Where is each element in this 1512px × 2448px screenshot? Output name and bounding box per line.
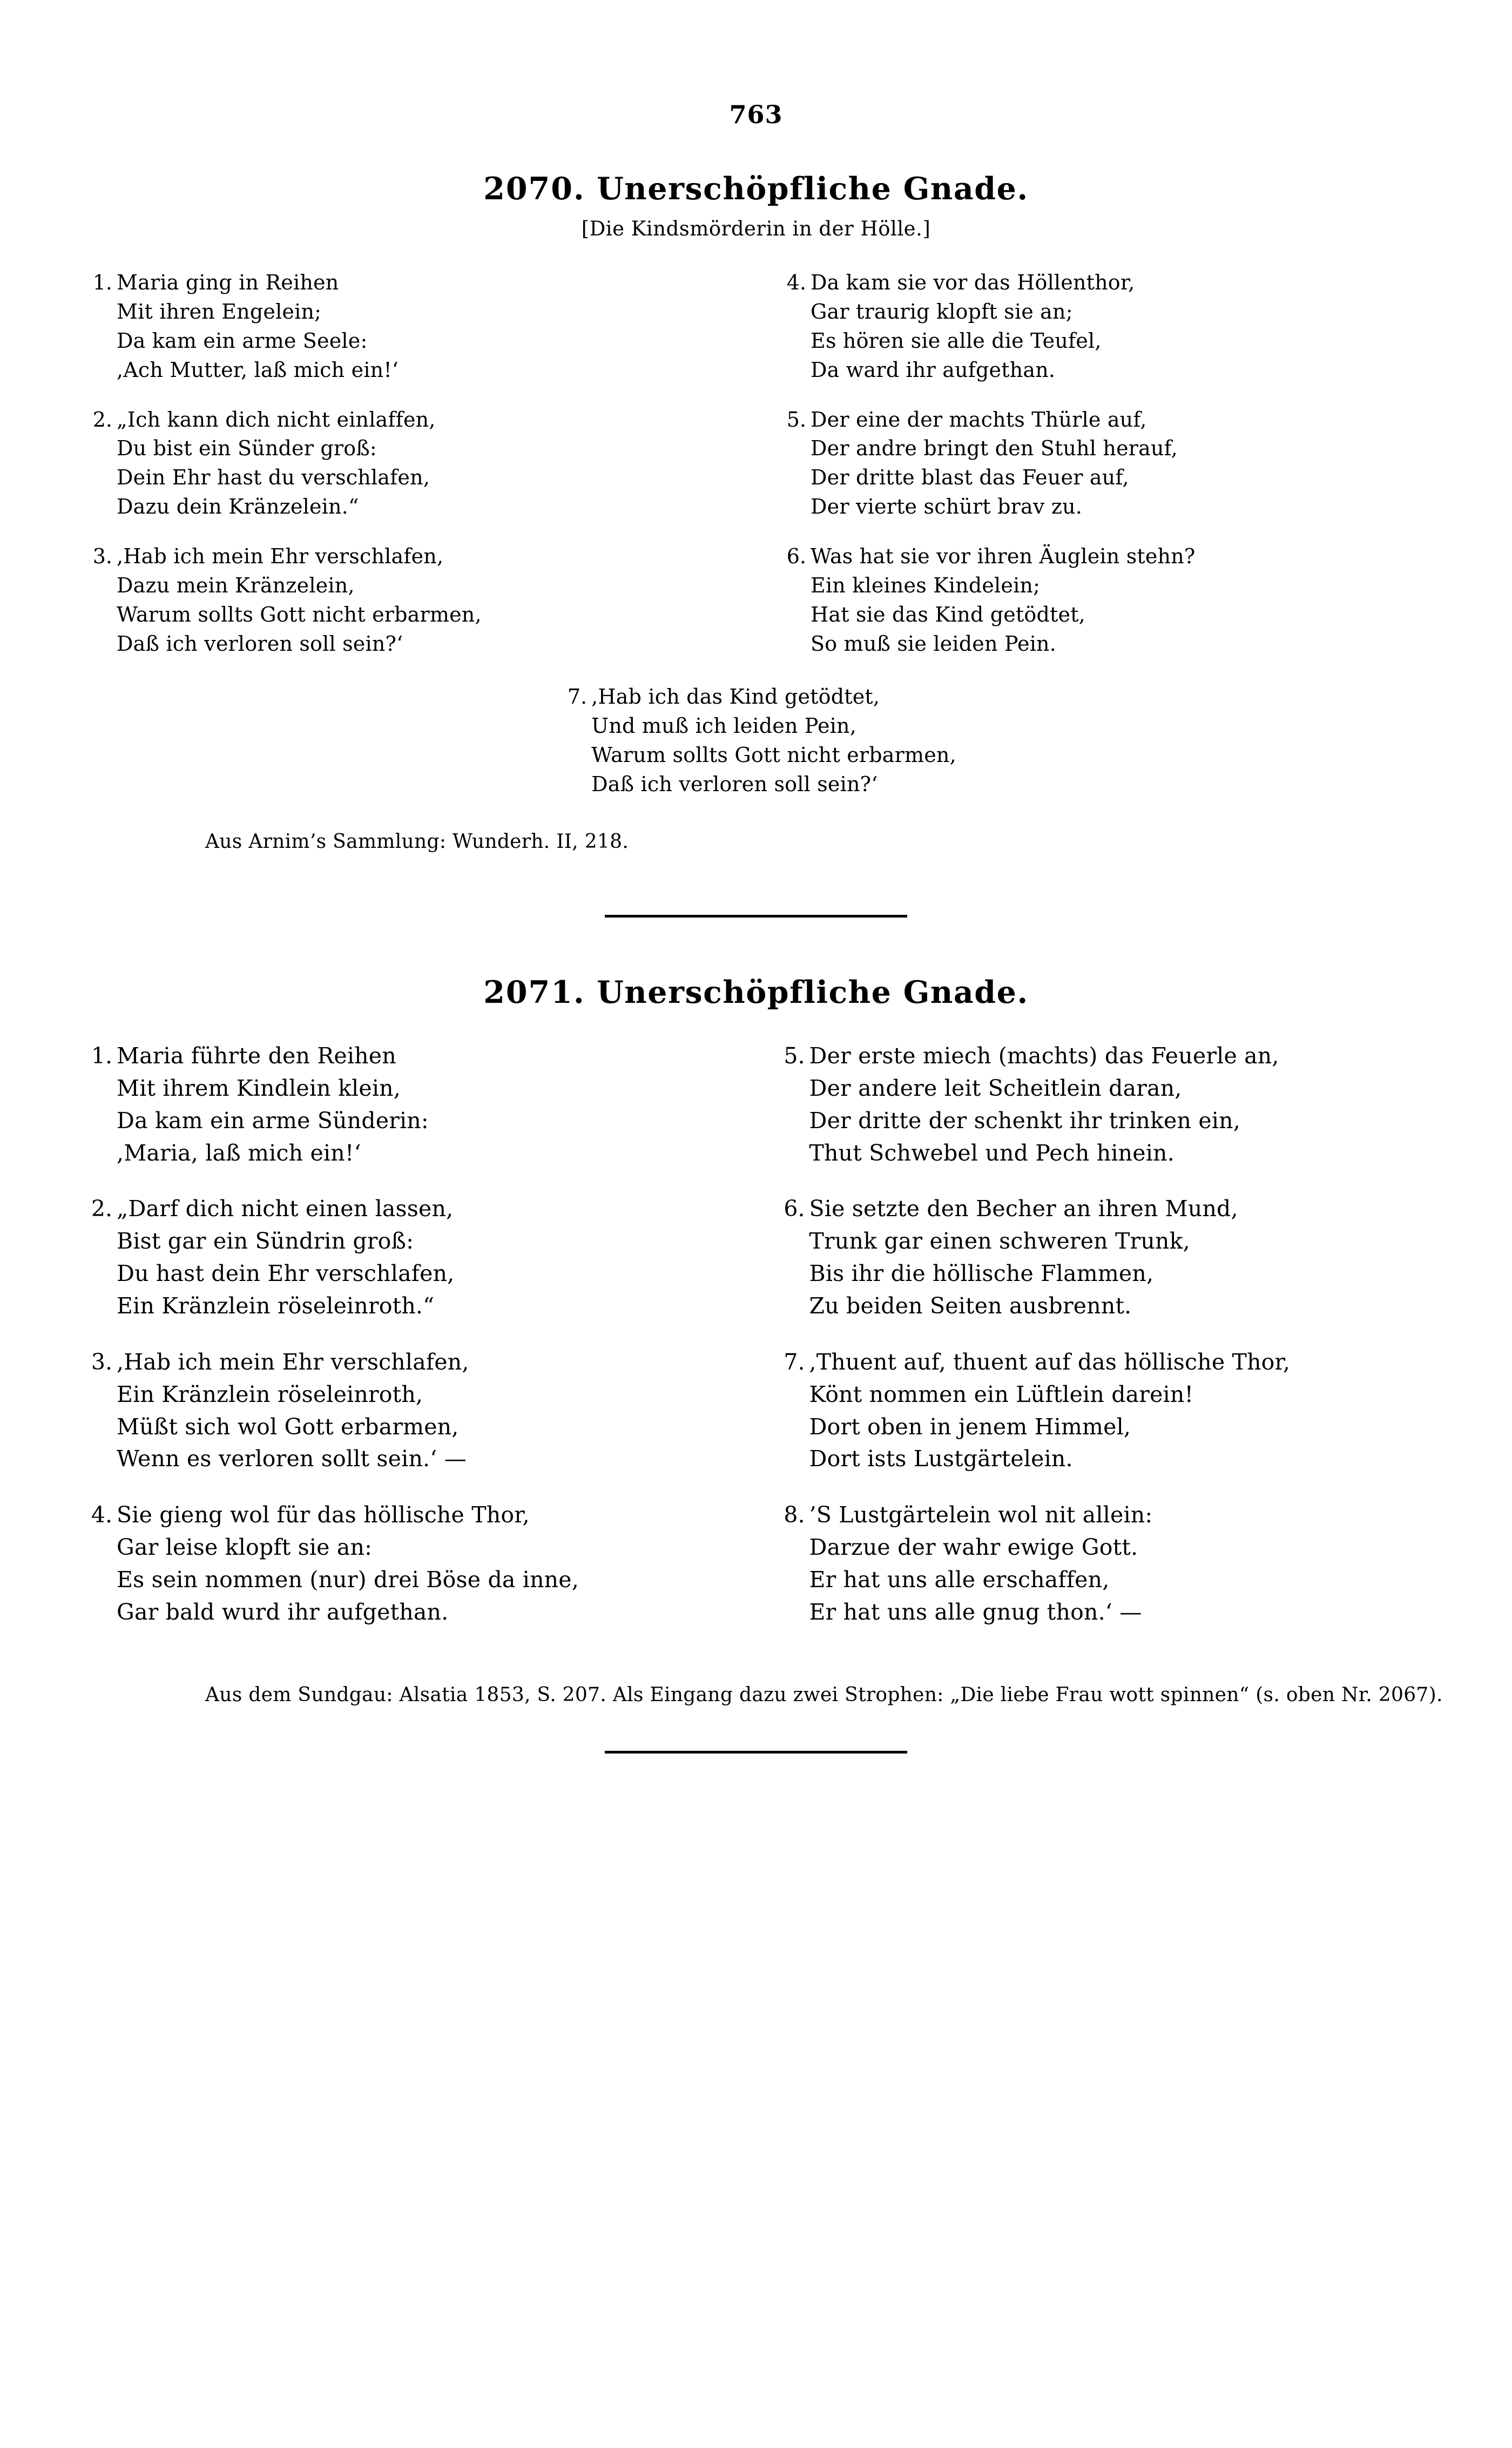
stanza-lines xyxy=(809,1040,1279,1169)
verse-line: ,Hab ich das Kind getödtet, xyxy=(591,685,880,709)
verse-line: Dein Ehr hast du verschlafen, xyxy=(117,466,430,490)
song-number: 2070. xyxy=(483,171,585,207)
stanza-lines xyxy=(117,406,436,522)
stanza xyxy=(774,1499,1437,1628)
stanza xyxy=(81,1499,744,1628)
verse-column-right xyxy=(742,268,1436,679)
stanza xyxy=(81,268,742,385)
verse-line: ,Thuent auf, thuent auf das höllische Thor, xyxy=(809,1348,1291,1375)
verse-line: Dort ists Lustgärtelein. xyxy=(809,1446,1073,1472)
verse-line: Mit ihren Engelein; xyxy=(117,299,322,323)
stanza xyxy=(774,1193,1437,1322)
song-title xyxy=(65,172,1447,206)
verse-line: Da kam ein arme Sünderin: xyxy=(117,1107,429,1134)
verse-line: Trunk gar einen schweren Trunk, xyxy=(809,1228,1190,1255)
stanza xyxy=(81,1346,744,1475)
stanza xyxy=(556,683,956,799)
verse-line: Ein Kränzlein röseleinroth, xyxy=(117,1381,423,1407)
stanza-number: 1. xyxy=(91,1043,112,1069)
stanza-number: 5. xyxy=(784,1043,805,1069)
stanza xyxy=(774,1346,1437,1475)
stanza xyxy=(81,1040,744,1169)
stanza-number: 4. xyxy=(786,270,806,294)
verse-line: Bist gar ein Sündrin groß: xyxy=(117,1228,414,1255)
verse-line: Daß ich verloren soll sein?‘ xyxy=(117,632,403,656)
song-source: Aus Arnim’s Sammlung: Wunderh. II, 218. xyxy=(205,830,629,853)
stanza xyxy=(81,542,742,659)
song-subtitle: [Die Kindsmörderin in der Hölle.] xyxy=(581,217,931,240)
verse-line: ,Hab ich mein Ehr verschlafen, xyxy=(117,1348,469,1375)
stanza-lines xyxy=(811,268,1135,385)
verse-line: Sie setzte den Becher an ihren Mund, xyxy=(809,1196,1238,1222)
verse-line: Wenn es verloren sollt sein.‘ — xyxy=(117,1446,467,1472)
verse-line: Warum sollts Gott nicht erbarmen, xyxy=(591,743,956,767)
verse-line: Du bist ein Sünder groß: xyxy=(117,436,377,461)
song-title xyxy=(65,976,1447,1010)
stanza xyxy=(775,406,1436,522)
stanza-number: 1. xyxy=(92,270,112,294)
verse-column-right xyxy=(744,1040,1437,1653)
verse-line: Er hat uns alle gnug thon.‘ — xyxy=(809,1599,1142,1625)
section-divider-1 xyxy=(65,915,1447,918)
horizontal-rule xyxy=(605,1751,907,1754)
stanza-lines xyxy=(811,542,1195,659)
verse-line: Maria führte den Reihen xyxy=(117,1043,396,1069)
verse-line: So muß sie leiden Pein. xyxy=(811,632,1056,656)
section-divider-2 xyxy=(65,1751,1447,1754)
verse-line: Ein Kränzlein röseleinroth.“ xyxy=(117,1293,435,1319)
verse-line: Gar leise klopft sie an: xyxy=(117,1534,373,1561)
verse-line: Maria ging in Reihen xyxy=(117,270,339,294)
stanza-number: 2. xyxy=(92,407,112,431)
song-2070 xyxy=(65,172,1447,855)
stanza-number: 7. xyxy=(567,685,588,709)
verse-line: Und muß ich leiden Pein, xyxy=(591,714,856,738)
stanza-lines xyxy=(117,1346,469,1475)
verse-column-left xyxy=(76,1040,744,1653)
stanza xyxy=(81,406,742,522)
page-number: 763 xyxy=(729,100,783,129)
stanza xyxy=(81,1193,744,1322)
verse-line: Dazu mein Kränzelein, xyxy=(117,574,355,598)
verse-column-left xyxy=(76,268,742,679)
stanza xyxy=(774,1040,1437,1169)
verse-line: Darzue der wahr ewige Gott. xyxy=(809,1534,1138,1561)
verse-line: Warum sollts Gott nicht erbarmen, xyxy=(117,603,482,627)
verse-line: Zu beiden Seiten ausbrennt. xyxy=(809,1293,1132,1319)
song-source: Aus dem Sundgau: Alsatia 1853, S. 207. Als Eingang dazu zwei Strophen: „Die liebe Frau wott spinnen“ (s. oben Nr. 2067). xyxy=(205,1683,1443,1706)
verse-line: Der vierte schürt brav zu. xyxy=(811,495,1083,519)
center-stanza-wrapper xyxy=(65,683,1447,799)
verse-line: Es hören sie alle die Teufel, xyxy=(811,328,1102,353)
verse-columns xyxy=(65,1040,1447,1653)
song-title-text: Unerschöpfliche Gnade. xyxy=(597,974,1029,1011)
verse-line: Dazu dein Kränzelein.“ xyxy=(117,495,359,519)
stanza-number: 2. xyxy=(91,1196,112,1222)
verse-line: Da ward ihr aufgethan. xyxy=(811,358,1056,382)
stanza xyxy=(775,268,1436,385)
stanza-lines xyxy=(809,1346,1291,1475)
stanza-lines xyxy=(117,1040,429,1169)
verse-line: Da kam sie vor das Höllenthor, xyxy=(811,270,1135,294)
verse-line: Gar traurig klopft sie an; xyxy=(811,299,1073,323)
stanza-number: 3. xyxy=(92,544,112,569)
stanza-number: 4. xyxy=(91,1502,112,1528)
verse-line: Da kam ein arme Seele: xyxy=(117,328,368,353)
verse-line: Hat sie das Kind getödtet, xyxy=(811,603,1085,627)
stanza-number: 7. xyxy=(784,1348,805,1375)
stanza-number: 3. xyxy=(91,1348,112,1375)
stanza-number: 5. xyxy=(786,407,806,431)
verse-line: Du hast dein Ehr verschlafen, xyxy=(117,1260,455,1287)
verse-line: Daß ich verloren soll sein?‘ xyxy=(591,772,878,796)
stanza-lines xyxy=(811,406,1178,522)
verse-columns xyxy=(65,268,1447,679)
stanza-number: 6. xyxy=(784,1196,805,1222)
verse-line: Ein kleines Kindelein; xyxy=(811,574,1041,598)
stanza-lines xyxy=(117,268,399,385)
verse-line: Mit ihrem Kindlein klein, xyxy=(117,1075,401,1101)
stanza-lines xyxy=(117,1499,579,1628)
verse-line: „Ich kann dich nicht einlaffen, xyxy=(117,407,436,431)
verse-line: Könt nommen ein Lüftlein darein! xyxy=(809,1381,1194,1407)
verse-line: Der erste miech (machts) das Feuerle an, xyxy=(809,1043,1279,1069)
stanza-lines xyxy=(591,683,956,799)
stanza-lines xyxy=(117,542,482,659)
verse-line: ,Maria, laß mich ein!‘ xyxy=(117,1139,361,1166)
verse-line: ,Ach Mutter, laß mich ein!‘ xyxy=(117,358,399,382)
stanza-lines xyxy=(809,1193,1238,1322)
verse-line: Der dritte der schenkt ihr trinken ein, xyxy=(809,1107,1240,1134)
verse-line: Sie gieng wol für das höllische Thor, xyxy=(117,1502,530,1528)
song-title-text: Unerschöpfliche Gnade. xyxy=(597,171,1029,207)
verse-line: Es sein nommen (nur) drei Böse da inne, xyxy=(117,1567,579,1593)
verse-line: Der eine der machts Thürle auf, xyxy=(811,407,1147,431)
verse-line: Der andre bringt den Stuhl herauf, xyxy=(811,436,1178,461)
verse-line: ’S Lustgärtelein wol nit allein: xyxy=(809,1502,1153,1528)
verse-line: Was hat sie vor ihren Äuglein stehn? xyxy=(811,544,1196,569)
song-2071 xyxy=(65,976,1447,1709)
stanza-lines xyxy=(809,1499,1153,1628)
stanza-number: 8. xyxy=(784,1502,805,1528)
verse-line: „Darf dich nicht einen lassen, xyxy=(117,1196,454,1222)
verse-line: Thut Schwebel und Pech hinein. xyxy=(809,1139,1174,1166)
verse-line: Müßt sich wol Gott erbarmen, xyxy=(117,1413,459,1440)
stanza xyxy=(775,542,1436,659)
stanza-number: 6. xyxy=(786,544,806,569)
stanza-lines xyxy=(117,1193,454,1322)
verse-line: Er hat uns alle erschaffen, xyxy=(809,1567,1110,1593)
horizontal-rule xyxy=(605,915,907,918)
verse-line: Der dritte blast das Feuer auf, xyxy=(811,466,1129,490)
verse-line: Der andere leit Scheitlein daran, xyxy=(809,1075,1182,1101)
verse-line: Dort oben in jenem Himmel, xyxy=(809,1413,1131,1440)
verse-line: Gar bald wurd ihr aufgethan. xyxy=(117,1599,449,1625)
verse-line: Bis ihr die höllische Flammen, xyxy=(809,1260,1154,1287)
verse-line: ,Hab ich mein Ehr verschlafen, xyxy=(117,544,444,569)
song-number: 2071. xyxy=(483,974,585,1011)
